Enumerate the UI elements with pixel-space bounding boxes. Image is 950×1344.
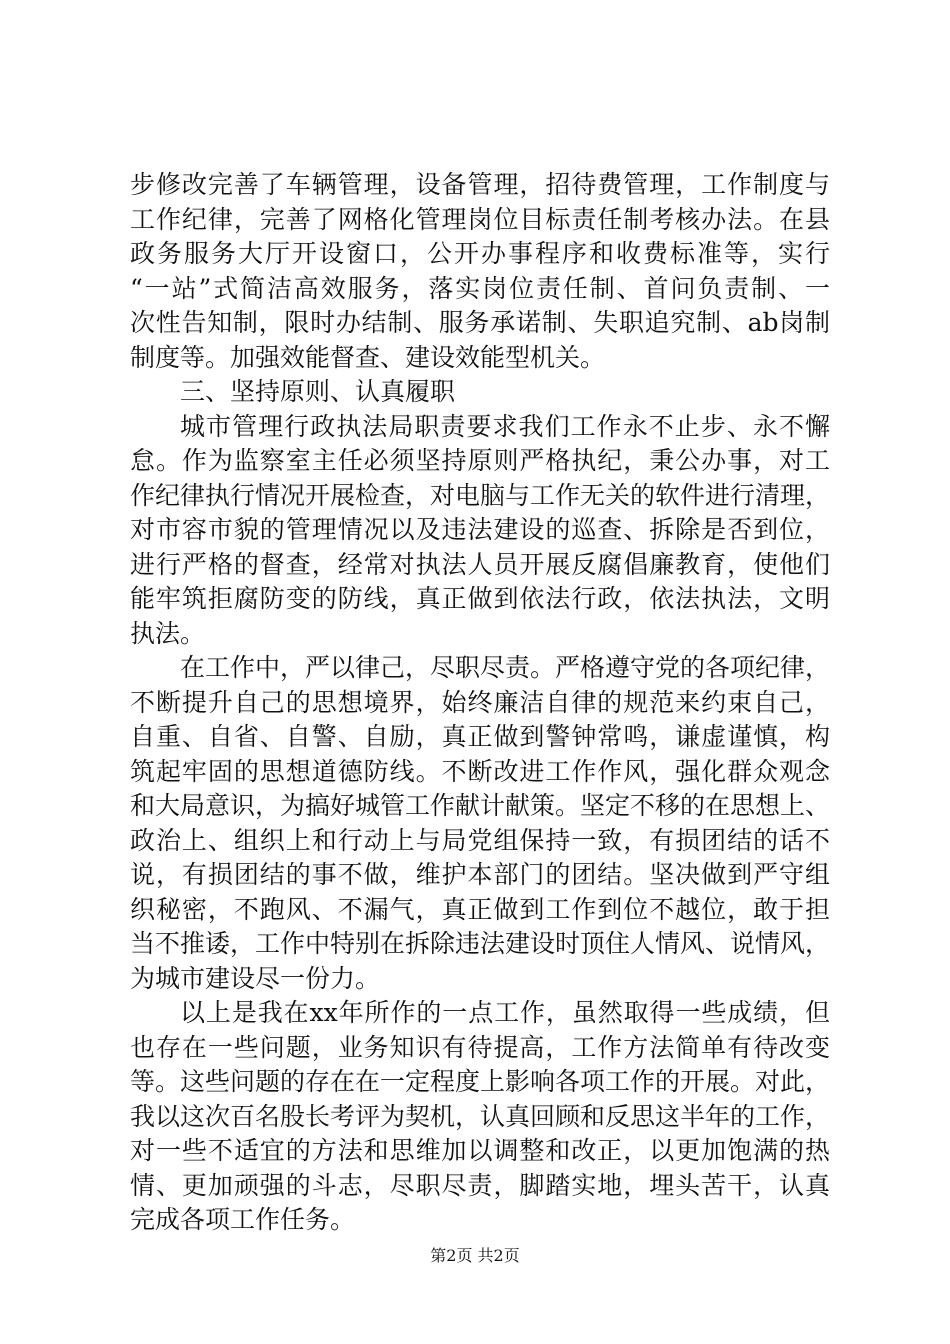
text-line: 执法。 bbox=[130, 618, 206, 648]
text-line: 怠。作为监察室主任必须坚持原则严格执纪，秉公办事，对工 bbox=[130, 446, 830, 475]
text-line: 能牢筑拒腐防变的防线，真正做到依法行政，依法执法，文明 bbox=[130, 584, 830, 613]
text-line: 政治上、组织上和行动上与局党组保持一致，有损团结的话不 bbox=[130, 825, 830, 855]
text-line: 不断提升自己的思想境界，始终廉洁自律的规范来约束自己， bbox=[130, 687, 830, 717]
text-line: 也存在一些问题，业务知识有待提高，工作方法简单有待改变 bbox=[130, 1032, 830, 1062]
text-line: 制度等。加强效能督查、建设效能型机关。 bbox=[130, 342, 606, 372]
document-body bbox=[130, 168, 830, 1238]
text-line: 说，有损团结的事不做，维护本部门的团结。坚决做到严守组 bbox=[130, 860, 830, 889]
text-line: 等。这些问题的存在在一定程度上影响各项工作的开展。对此， bbox=[130, 1067, 830, 1096]
text-line: 城市管理行政执法局职责要求我们工作永不止步、永不懈 bbox=[180, 411, 830, 441]
text-line: 情、更加顽强的斗志，尽职尽责，脚踏实地，埋头苦干，认真 bbox=[130, 1170, 830, 1200]
text-line: 我以这次百名股长考评为契机，认真回顾和反思这半年的工作， bbox=[130, 1101, 830, 1131]
text-line: 步修改完善了车辆管理，设备管理，招待费管理，工作制度与 bbox=[130, 170, 830, 199]
text-line: 完成各项工作任务。 bbox=[130, 1205, 356, 1234]
paragraph-summary bbox=[130, 996, 830, 1238]
paragraph-duties bbox=[130, 410, 830, 652]
text-line: 三、坚持原则、认真履职 bbox=[180, 377, 456, 406]
text-line: 次性告知制，限时办结制、服务承诺制、失职追究制、ab岗制 bbox=[130, 308, 830, 337]
section-heading-3 bbox=[130, 375, 830, 410]
page-footer: 第2页 共2页 bbox=[430, 1246, 520, 1265]
text-line: 为城市建设尽一份力。 bbox=[130, 963, 381, 993]
text-line: 和大局意识，为搞好城管工作献计献策。坚定不移的在思想上、 bbox=[130, 791, 830, 820]
text-line: 自重、自省、自警、自励，真正做到警钟常鸣，谦虚谨慎，构 bbox=[130, 722, 830, 751]
text-line: 对一些不适宜的方法和思维加以调整和改正，以更加饱满的热 bbox=[130, 1136, 830, 1165]
text-line: 在工作中，严以律己，尽职尽责。严格遵守党的各项纪律， bbox=[180, 653, 830, 682]
paragraph-continuation bbox=[130, 168, 830, 375]
text-line: 作纪律执行情况开展检查，对电脑与工作无关的软件进行清理， bbox=[130, 480, 830, 510]
text-line: 织秘密，不跑风、不漏气，真正做到工作到位不越位，敢于担 bbox=[130, 894, 830, 924]
text-line: 对市容市貌的管理情况以及违法建设的巡查、拆除是否到位， bbox=[130, 515, 830, 544]
text-line: 政务服务大厅开设窗口，公开办事程序和收费标准等，实行 bbox=[130, 239, 830, 268]
text-line: 筑起牢固的思想道德防线。不断改进工作作风，强化群众观念 bbox=[130, 756, 830, 786]
paragraph-self-discipline bbox=[130, 651, 830, 996]
text-line: 进行严格的督查，经常对执法人员开展反腐倡廉教育，使他们 bbox=[130, 549, 830, 579]
text-line: 当不推诿，工作中特别在拆除违法建设时顶住人情风、说情风， bbox=[130, 929, 830, 958]
text-line: “一站”式简洁高效服务，落实岗位责任制、首问负责制、一 bbox=[130, 273, 830, 303]
text-line: 以上是我在xx年所作的一点工作，虽然取得一些成绩，但 bbox=[180, 998, 830, 1027]
text-line: 工作纪律，完善了网格化管理岗位目标责任制考核办法。在县 bbox=[130, 204, 830, 234]
